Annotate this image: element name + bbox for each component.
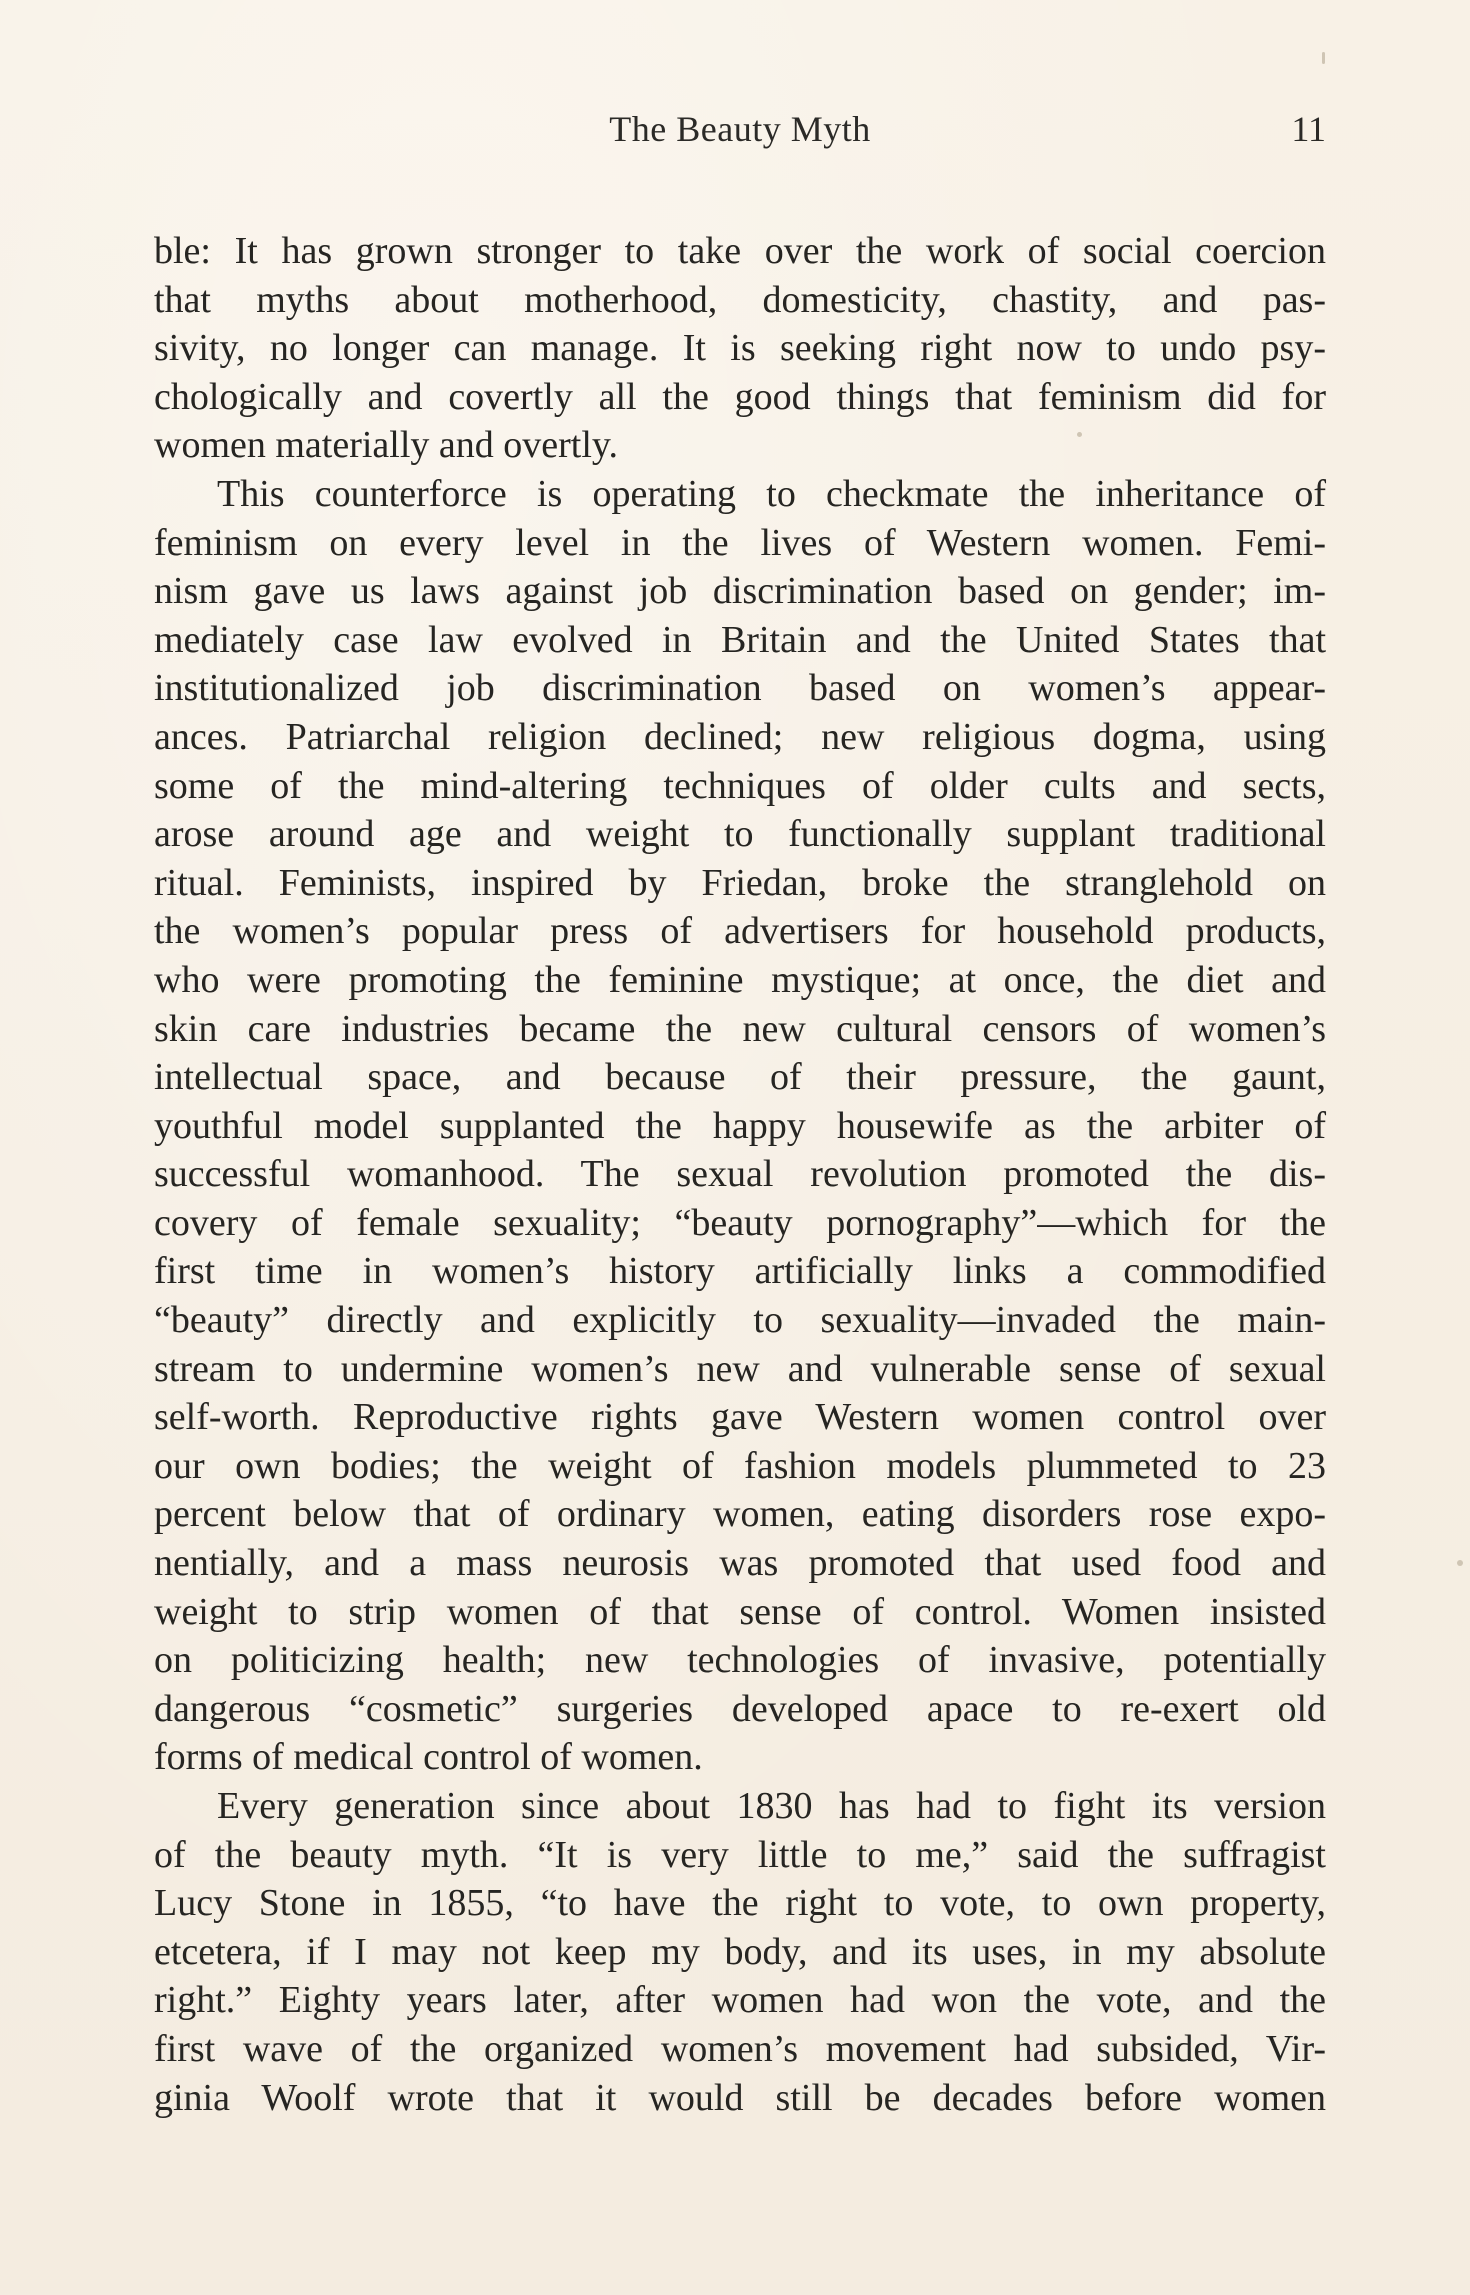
paper-speck — [1077, 432, 1082, 437]
text-line: covery of female sexuality; “beauty pornography”—which for the — [154, 1201, 1326, 1244]
text-line: weight to strip women of that sense of control. Women insisted — [154, 1590, 1326, 1633]
text-line: “beauty” directly and explicitly to sexuality—invaded the main- — [154, 1299, 1326, 1342]
text-line: This counterforce is operating to checkmate the inheritance of — [217, 472, 1326, 515]
text-line: skin care industries became the new cultural censors of women’s — [154, 1007, 1326, 1050]
page-number: 11 — [1291, 109, 1326, 149]
text-line: institutionalized job discrimination based on women’s appear- — [154, 667, 1326, 710]
text-line: successful womanhood. The sexual revolution promoted the dis- — [154, 1153, 1326, 1196]
text-line: ble: It has grown stronger to take over the work of social coercion — [154, 230, 1326, 272]
paragraph — [154, 470, 1326, 1782]
paper-speck — [1457, 1560, 1463, 1566]
text-line: stream to undermine women’s new and vulnerable sense of sexual — [154, 1347, 1326, 1390]
text-line: women materially and overtly. — [154, 424, 618, 467]
paragraph — [154, 227, 1326, 470]
text-line: ritual. Feminists, inspired by Friedan, broke the stranglehold on — [154, 861, 1326, 904]
running-head — [154, 108, 1326, 158]
text-line: Every generation since about 1830 has had to fight its version — [217, 1785, 1326, 1827]
text-line: nentially, and a mass neurosis was promoted that used food and — [154, 1542, 1326, 1585]
text-line: intellectual space, and because of their pressure, the gaunt, — [154, 1056, 1326, 1099]
text-line: sivity, no longer can manage. It is seeking right now to undo psy- — [154, 327, 1326, 370]
text-line: right.” Eighty years later, after women had won the vote, and the — [154, 1979, 1326, 2022]
text-line: that myths about motherhood, domesticity, chastity, and pas- — [154, 278, 1326, 321]
running-title: The Beauty Myth — [609, 109, 871, 149]
paper-speck — [1322, 52, 1325, 64]
paragraph — [154, 1782, 1326, 2122]
text-line: forms of medical control of women. — [154, 1736, 703, 1779]
text-line: feminism on every level in the lives of Western women. Femi- — [154, 521, 1326, 564]
text-line: ances. Patriarchal religion declined; new religious dogma, using — [154, 715, 1326, 758]
text-line: chologically and covertly all the good things that feminism did for — [154, 375, 1326, 418]
text-line: ginia Woolf wrote that it would still be decades before women — [154, 2076, 1326, 2119]
text-line: first wave of the organized women’s movement had subsided, Vir- — [154, 2027, 1326, 2070]
text-line: nism gave us laws against job discrimination based on gender; im- — [154, 570, 1326, 613]
text-line: percent below that of ordinary women, eating disorders rose expo- — [154, 1493, 1326, 1536]
text-line: of the beauty myth. “It is very little to me,” said the suffragist — [154, 1833, 1326, 1876]
text-line: the women’s popular press of advertisers for household products, — [154, 910, 1326, 953]
text-line: youthful model supplanted the happy housewife as the arbiter of — [154, 1104, 1326, 1147]
text-line: on politicizing health; new technologies of invasive, potentially — [154, 1639, 1326, 1682]
text-line: Lucy Stone in 1855, “to have the right to vote, to own property, — [154, 1882, 1326, 1925]
text-line: some of the mind-altering techniques of older cults and sects, — [154, 764, 1326, 807]
text-line: who were promoting the feminine mystique; at once, the diet and — [154, 958, 1326, 1001]
text-line: our own bodies; the weight of fashion models plummeted to 23 — [154, 1444, 1326, 1487]
body-text — [154, 227, 1326, 2122]
text-line: arose around age and weight to functionally supplant traditional — [154, 813, 1326, 856]
text-line: dangerous “cosmetic” surgeries developed apace to re-exert old — [154, 1687, 1326, 1730]
text-line: etcetera, if I may not keep my body, and its uses, in my absolute — [154, 1930, 1326, 1973]
text-line: mediately case law evolved in Britain and the United States that — [154, 618, 1326, 661]
text-line: first time in women’s history artificially links a commodified — [154, 1250, 1326, 1293]
text-line: self-worth. Reproductive rights gave Western women control over — [154, 1396, 1326, 1439]
